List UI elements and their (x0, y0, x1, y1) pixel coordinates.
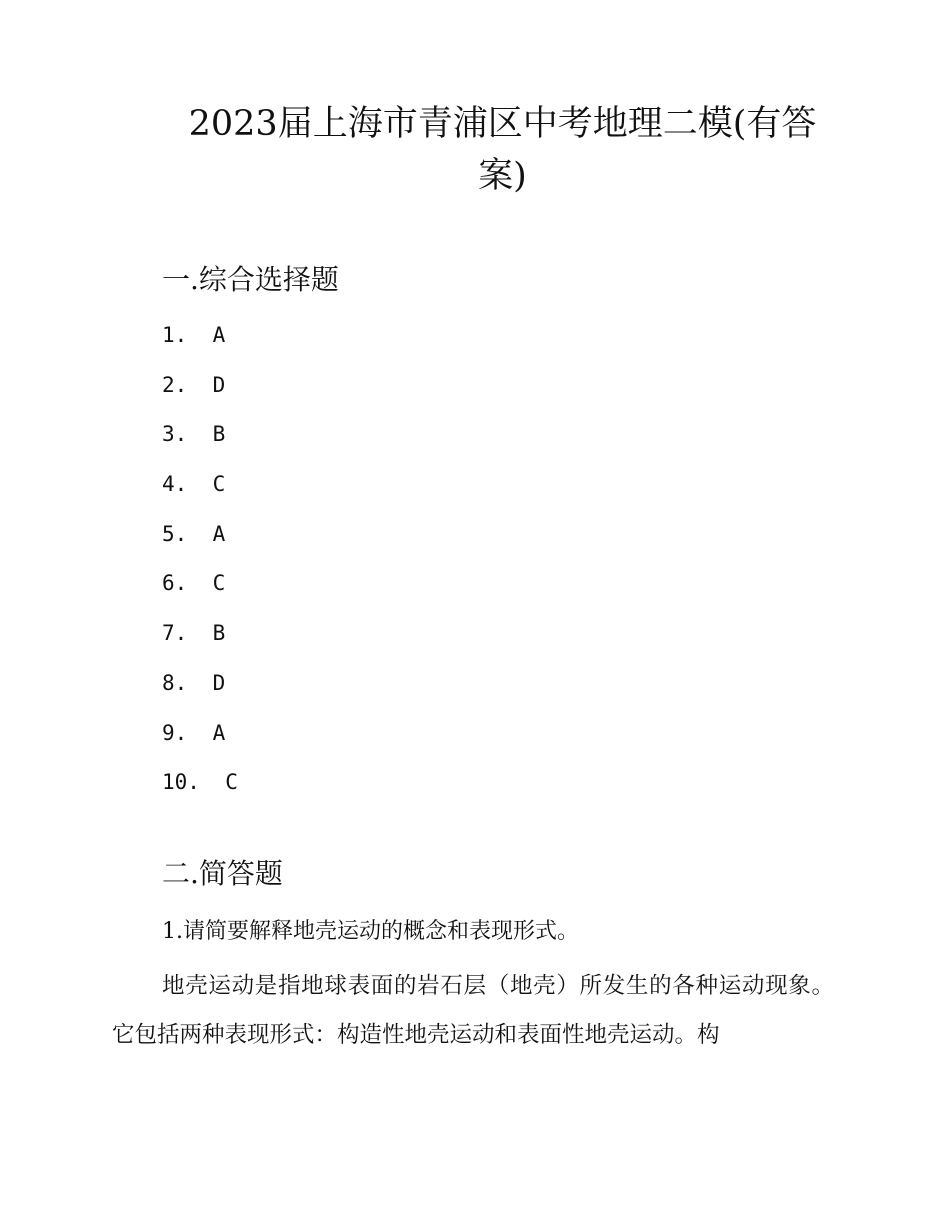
answer-item (162, 566, 238, 616)
answer-letter: D (212, 372, 226, 397)
answer-item (162, 467, 238, 517)
answer-item (162, 716, 238, 766)
answer-number: 9. (162, 720, 188, 745)
answer-list (162, 318, 238, 815)
answer-item (162, 417, 238, 467)
answer-item (162, 318, 238, 368)
answer-letter: C (225, 770, 238, 795)
answer-item (162, 666, 238, 716)
answer-number: 5. (162, 521, 188, 546)
answer-number: 10. (162, 770, 200, 795)
answer-item (162, 368, 238, 418)
answer-letter: A (212, 720, 226, 745)
answer-number: 4. (162, 472, 188, 497)
section-heading-multiple-choice: 一.综合选择题 (162, 263, 339, 296)
answer-letter: B (212, 621, 226, 646)
answer-letter: C (212, 472, 226, 497)
answer-paragraph: 地壳运动是指地球表面的岩石层（地壳）所发生的各种运动现象。它包括两种表现形式：构造性地壳运动和表面性地壳运动。构 (112, 973, 834, 1048)
answer-letter: D (212, 670, 226, 695)
document-title: 2023届上海市青浦区中考地理二模(有答案) (188, 104, 817, 196)
answer-number: 6. (162, 571, 188, 596)
answer-number: 8. (162, 670, 188, 695)
answer-number: 7. (162, 621, 188, 646)
answer-letter: B (212, 422, 226, 447)
answer-letter: A (212, 323, 226, 347)
answer-number: 2. (162, 372, 188, 397)
answer-letter: A (212, 521, 226, 546)
answer-item (162, 517, 238, 567)
answer-number: 1. (162, 323, 188, 347)
answer-item (162, 616, 238, 666)
answer-number: 3. (162, 422, 188, 447)
answer-item (162, 765, 238, 815)
answer-letter: C (212, 571, 226, 596)
section-heading-short-answer: 二.简答题 (162, 857, 283, 890)
short-answer-question: 1.请简要解释地壳运动的概念和表现形式。 (162, 919, 579, 944)
